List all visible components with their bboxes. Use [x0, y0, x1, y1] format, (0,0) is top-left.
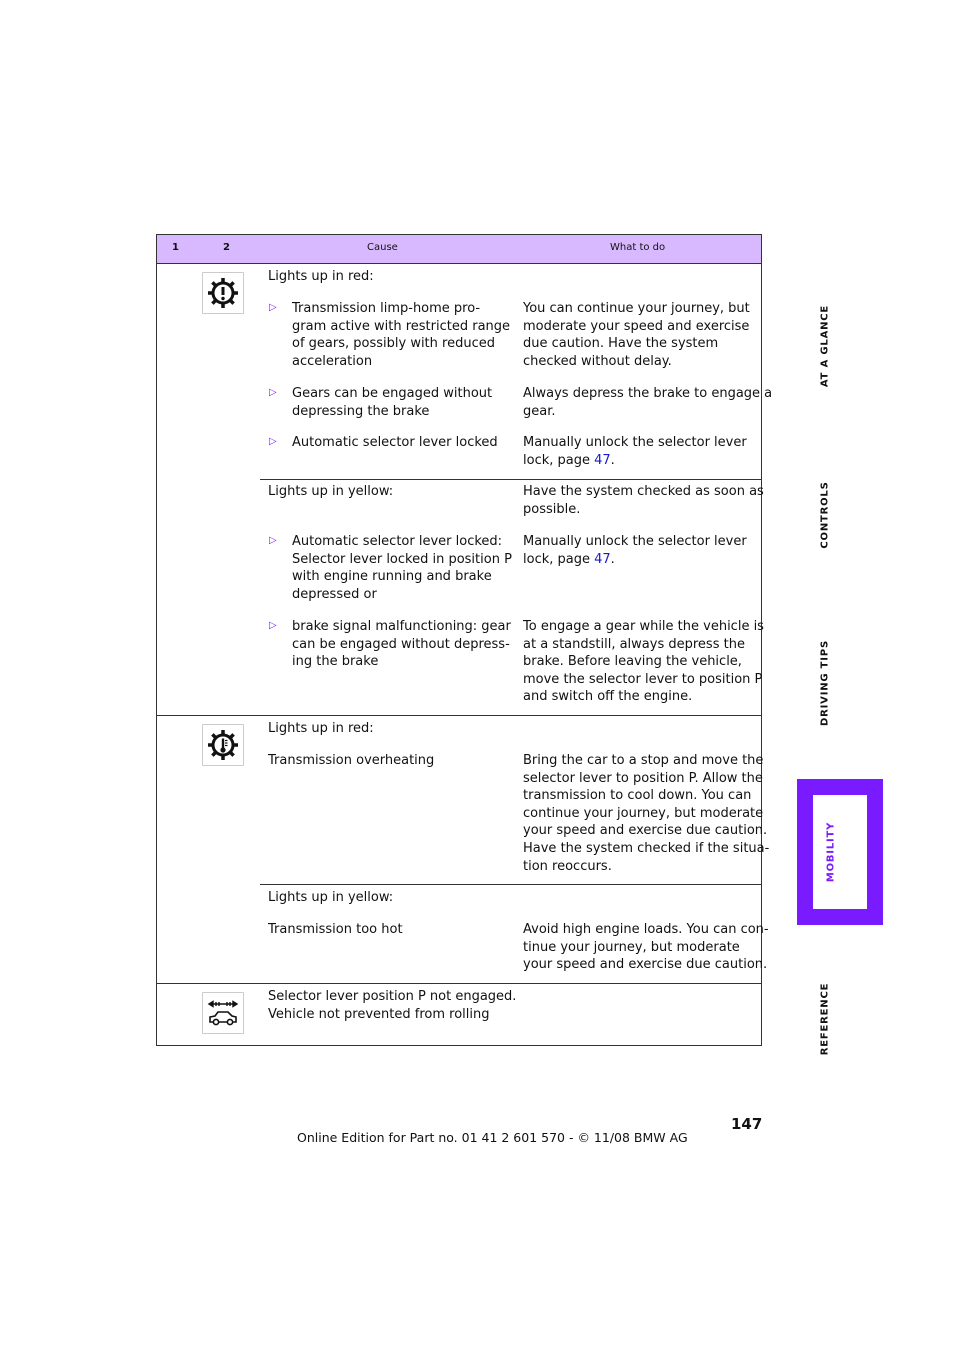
row1-yellow-intro-action-line-2: possible.	[523, 501, 581, 517]
footer-text: Online Edition for Part no. 01 41 2 601 570 - © 11/08 BMW AG	[297, 1130, 688, 1145]
vehicle-rolling-icon	[202, 992, 244, 1034]
gearbox-warning-icon	[202, 272, 244, 314]
row2-red-action-line-7: tion reoccurs.	[523, 858, 612, 874]
bullet-arrow-icon: ▷	[269, 436, 277, 447]
row2-red-action-line-4: continue your journey, but moderate	[523, 805, 764, 821]
row1-red-action-1-line-3: due caution. Have the system	[523, 336, 719, 352]
row1-yellow-action-2-line-1: To engage a gear while the vehicle is	[523, 619, 764, 634]
row1-yellow-action-2-line-2: at a standstill, always depress the	[523, 636, 745, 652]
row1-yellow-action-2-line-5: and switch off the engine.	[523, 689, 693, 705]
sidebar-tab-mobility-inner	[813, 795, 867, 909]
column-header-2: 2	[223, 242, 230, 253]
row1-red-action-1-line-4: checked without delay.	[523, 353, 672, 369]
divider-row-2-3	[157, 983, 761, 984]
bullet-arrow-icon: ▷	[269, 302, 277, 313]
row2-red-cause: Transmission overheating	[268, 753, 435, 768]
row1-red-cause-1-line-2: gram active with restricted range	[292, 318, 511, 334]
row2-red-action-line-5: your speed and exercise due caution.	[523, 823, 768, 839]
table-header	[157, 235, 761, 264]
row1-yellow-action-1-line-2	[523, 551, 615, 569]
column-header-1: 1	[172, 242, 179, 253]
divider-red-yellow-2	[260, 884, 761, 885]
bullet-arrow-icon: ▷	[269, 620, 277, 631]
row3-cause-line-2: Vehicle not prevented from rolling	[268, 1006, 490, 1022]
gearbox-temperature-icon	[202, 724, 244, 766]
sidebar-tab-mobility[interactable]	[797, 779, 883, 925]
action-text: lock, page	[523, 551, 595, 567]
row2-yellow-intro: Lights up in yellow:	[268, 890, 394, 905]
page-number: 147	[731, 1115, 763, 1133]
divider-red-yellow-1	[260, 479, 761, 480]
row1-red-cause-3-line-1: Automatic selector lever locked	[292, 435, 498, 450]
sidebar-tab-label: REFERENCE	[819, 982, 831, 1056]
row2-red-action-line-2: selector lever to position P. Allow the	[523, 770, 763, 786]
divider-row-1-2	[157, 715, 761, 716]
row2-yellow-action-line-2: tinue your journey, but moderate	[523, 939, 740, 955]
row1-red-intro: Lights up in red:	[268, 269, 374, 284]
row1-red-cause-1-line-4: acceleration	[292, 353, 373, 369]
row1-red-action-3-line-2	[523, 452, 615, 470]
row1-yellow-cause-1-line-1: Automatic selector lever locked:	[292, 534, 503, 549]
row3-cause-line-1: Selector lever position P not engaged.	[268, 989, 517, 1004]
row1-yellow-intro: Lights up in yellow:	[268, 484, 394, 499]
sidebar-tab-label: DRIVING TIPS	[819, 640, 831, 726]
action-suffix: .	[610, 551, 615, 567]
sidebar-tab-label: AT A GLANCE	[819, 304, 831, 388]
row1-red-cause-2-line-2: depressing the brake	[292, 403, 430, 419]
row1-red-action-2-line-1: Always depress the brake to engage a	[523, 386, 773, 401]
row1-yellow-cause-2-line-1: brake signal malfunctioning: gear	[292, 619, 511, 634]
row1-yellow-cause-2-line-3: ing the brake	[292, 654, 379, 670]
row1-red-action-2-line-2: gear.	[523, 403, 556, 419]
row2-red-intro: Lights up in red:	[268, 721, 374, 736]
row2-yellow-action-line-3: your speed and exercise due caution.	[523, 957, 768, 973]
row1-yellow-cause-1-line-4: depressed or	[292, 586, 377, 602]
row1-yellow-intro-action-line-1: Have the system checked as soon as	[523, 484, 764, 499]
row1-yellow-cause-1-line-3: with engine running and brake	[292, 569, 492, 585]
row2-yellow-action-line-1: Avoid high engine loads. You can con-	[523, 922, 769, 937]
column-header-what-to-do: What to do	[610, 242, 666, 253]
row2-yellow-cause: Transmission too hot	[268, 922, 403, 937]
row1-yellow-action-2-line-3: brake. Before leaving the vehicle,	[523, 654, 742, 670]
row1-yellow-cause-2-line-2: can be engaged without depress-	[292, 636, 510, 652]
bullet-arrow-icon: ▷	[269, 535, 277, 546]
row1-red-cause-1-line-1: Transmission limp-home pro-	[292, 301, 481, 316]
action-suffix: .	[610, 452, 615, 468]
row2-red-action-line-6: Have the system checked if the situa-	[523, 841, 770, 856]
row1-red-action-3-line-1: Manually unlock the selector lever	[523, 435, 747, 450]
row1-red-action-1-line-2: moderate your speed and exercise	[523, 318, 750, 334]
page-link[interactable]: 47	[594, 551, 611, 567]
row2-red-action-line-1: Bring the car to a stop and move the	[523, 753, 764, 768]
row1-yellow-action-1-line-1: Manually unlock the selector lever	[523, 534, 747, 549]
column-header-cause: Cause	[367, 242, 398, 253]
row2-red-action-line-3: transmission to cool down. You can	[523, 788, 752, 804]
page-link[interactable]: 47	[594, 452, 611, 468]
row1-yellow-action-2-line-4: move the selector lever to position P	[523, 671, 763, 687]
row1-red-cause-1-line-3: of gears, possibly with reduced	[292, 336, 495, 352]
bullet-arrow-icon: ▷	[269, 387, 277, 398]
row1-yellow-cause-1-line-2: Selector lever locked in position P	[292, 551, 512, 567]
action-text: lock, page	[523, 452, 595, 468]
row1-red-action-1-line-1: You can continue your journey, but	[523, 301, 750, 316]
sidebar-tab-label: CONTROLS	[819, 481, 831, 549]
row1-red-cause-2-line-1: Gears can be engaged without	[292, 386, 493, 401]
sidebar-tab-label: MOBILITY	[825, 821, 837, 883]
